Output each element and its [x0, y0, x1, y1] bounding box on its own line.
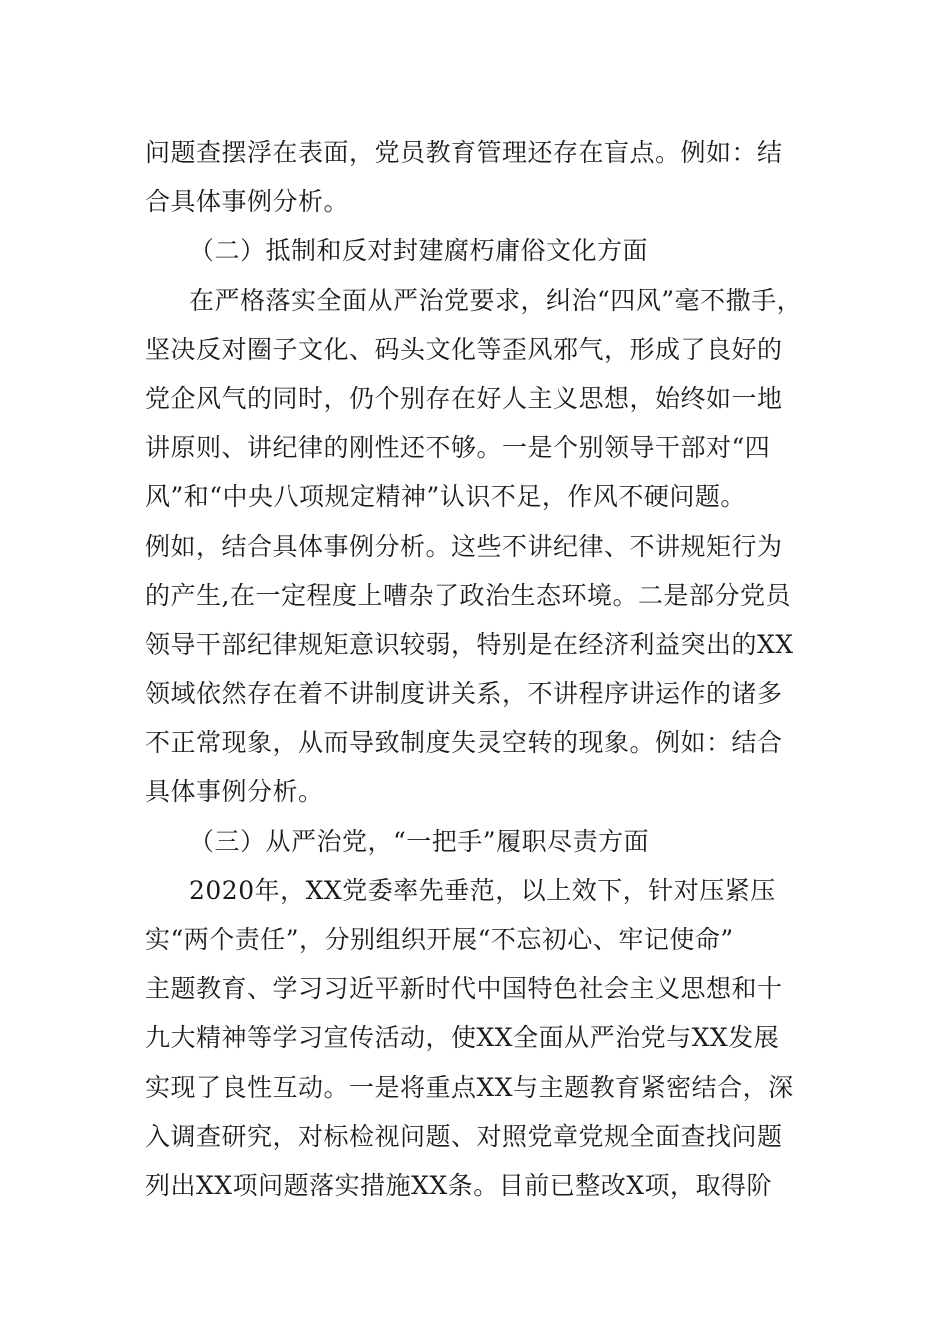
text-line: 入调查研究，对标检视问题、对照党章党规全面查找问题	[145, 1121, 783, 1151]
text-line: 合具体事例分析。	[145, 187, 350, 217]
paragraph-start-line: 在严格落实全面从严治党要求，纠治“四风”毫不撒手，	[189, 285, 803, 315]
text-line: 主题教育、学习习近平新时代中国特色社会主义思想和十	[145, 974, 783, 1004]
text-line: 实“两个责任”，分别组织开展“不忘初心、牢记使命”	[145, 925, 734, 954]
section-heading: （二）抵制和反对封建腐朽庸俗文化方面	[189, 236, 649, 266]
text-line: 讲原则、讲纪律的刚性还不够。一是个别领导干部对“四	[145, 433, 771, 463]
text-line: 实现了良性互动。一是将重点XX与主题教育紧密结合，深	[145, 1072, 794, 1102]
text-line: 例如，结合具体事例分析。这些不讲纪律、不讲规矩行为	[145, 531, 783, 561]
document-body	[145, 128, 815, 1210]
text-line: 具体事例分析。	[145, 777, 324, 807]
text-line: 九大精神等学习宣传活动，使XX全面从严治党与XX发展	[145, 1023, 780, 1053]
text-line: 领导干部纪律规矩意识较弱，特别是在经济利益突出的XX	[145, 629, 794, 659]
text-line: 领域依然存在着不讲制度讲关系，不讲程序讲运作的诸多	[145, 679, 783, 709]
text-line: 问题查摆浮在表面，党员教育管理还存在盲点。例如：结	[145, 138, 783, 167]
text-line: 的产生,在一定程度上嘈杂了政治生态环境。二是部分党员	[145, 580, 791, 610]
text-line: 党企风气的同时，仍个别存在好人主义思想，始终如一地	[145, 383, 783, 413]
text-line: 坚决反对圈子文化、码头文化等歪风邪气，形成了良好的	[145, 334, 783, 364]
text-line: 风”和“中央八项规定精神”认识不足，作风不硬问题。	[145, 482, 746, 512]
text-line: 列出XX项问题落实措施XX条。目前已整改X项，取得阶	[145, 1170, 772, 1200]
text-line: 不正常现象，从而导致制度失灵空转的现象。例如：结合	[145, 728, 783, 758]
section-heading: （三）从严治党，“一把手”履职尽责方面	[189, 826, 650, 856]
paragraph-start-line: 2020年，XX党委率先垂范，以上效下，针对压紧压	[189, 875, 776, 905]
